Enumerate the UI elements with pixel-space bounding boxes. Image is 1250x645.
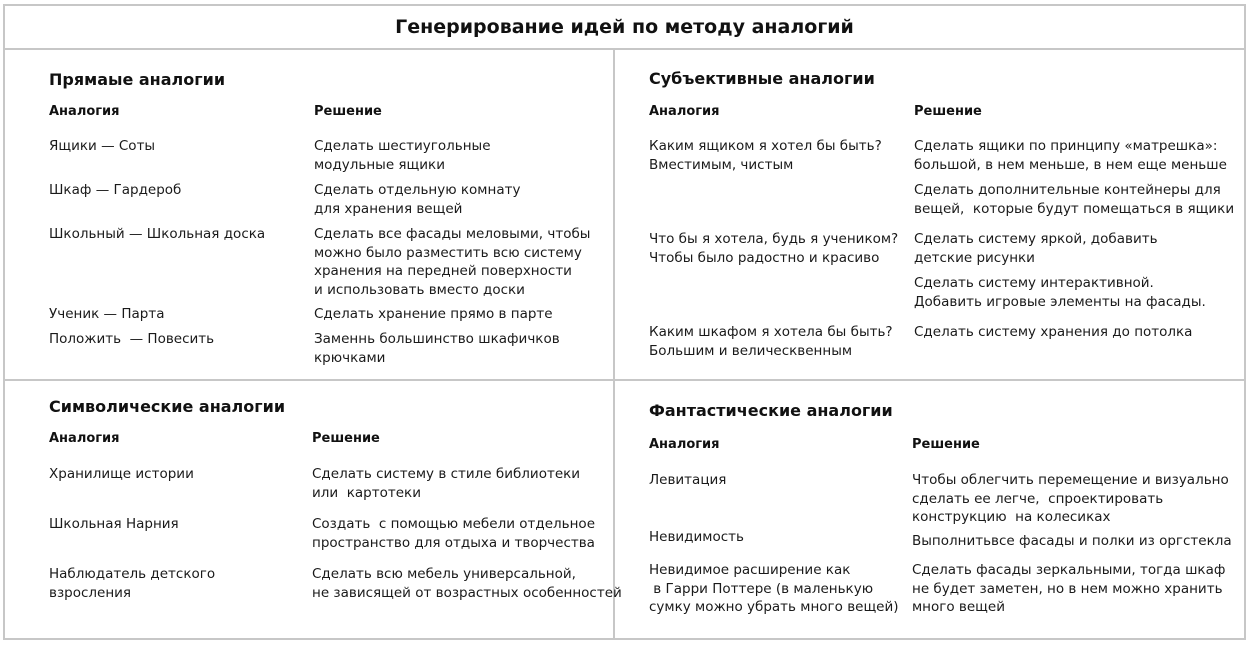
solution-cell: Сделать систему в стиле библиотеки или картотеки [312,466,581,501]
column-header-solution: Решение [312,431,380,446]
direct-analogies-section [49,70,609,375]
section-heading: Фантастические аналогии [649,401,893,420]
solution-cell: Сделать ящики по принципу «матрешка»: большой, в нем меньше, в нем еще меньше [914,138,1227,173]
analogy-cell: Школьная Нарния [49,516,179,532]
column-header-solution: Решение [314,104,382,119]
analogy-cell: Шкаф — Гардероб [49,182,182,198]
solution-cell: Сделать все фасады меловыми, чтобы можно было разместить всю систему хранения на передней поверхности и использовать вместо доски [314,226,591,298]
section-heading: Прямаые аналогии [49,70,226,89]
solution-cell: Сделать шестиугольные модульные ящики [314,138,491,173]
vertical-divider [613,50,615,638]
page-title: Генерирование идей по методу аналогий [5,6,1244,50]
column-header-analogy: Аналогия [649,104,720,119]
column-header-analogy: Аналогия [49,104,120,119]
horizontal-divider [5,379,1244,381]
analogy-table [3,4,1246,640]
column-header-analogy: Аналогия [49,431,120,446]
solution-cell: Заменнь большинство шкафичков крючками [314,331,560,366]
solution-cell: Создать с помощью мебели отдельное пространство для отдыха и творчества [312,516,595,551]
analogy-cell: Каким шкафом я хотела бы быть? Большим и велическвенным [649,324,893,359]
solution-cell: Сделать систему яркой, добавить детские рисунки [914,231,1158,266]
analogy-cell: Ящики — Соты [49,138,156,154]
analogy-cell: Наблюдатель детского взросления [49,566,216,601]
analogy-cell: Хранилище истории [49,466,194,482]
section-heading: Символические аналогии [49,397,286,416]
solution-cell: Чтобы облегчить перемещение и визуально сделать ее легче, спроектировать конструкцию на колесиках [912,472,1229,525]
analogy-cell: Школьный — Школьная доска [49,226,266,242]
analogy-cell: Левитация [649,472,727,488]
symbolic-analogies-section [49,397,622,637]
subjective-analogies-section [649,69,1239,374]
column-header-solution: Решение [914,104,982,119]
solution-cell: Выполнитьвсе фасады и полки из оргстекла [912,533,1232,549]
solution-cell: Сделать фасады зеркальными, тогда шкаф не будет заметен, но в нем можно хранить много вещей [912,562,1226,615]
analogy-cell: Невидимость [649,529,744,545]
solution-cell: Сделать хранение прямо в парте [314,306,553,322]
analogy-cell: Невидимое расширение как в Гарри Поттере (в маленькую сумку можно убрать много вещей) [649,562,899,615]
analogy-cell: Ученик — Парта [49,306,165,322]
analogy-cell: Положить — Повесить [49,331,215,347]
solution-cell: Сделать дополнительные контейнеры для вещей, которые будут помещаться в ящики [914,182,1235,217]
solution-cell: Сделать систему интерактивной. Добавить игровые элементы на фасады. [914,275,1206,310]
column-header-solution: Решение [912,437,980,452]
section-heading: Субъективные аналогии [649,69,875,88]
solution-cell: Сделать систему хранения до потолка [914,324,1193,340]
fantastic-analogies-section [649,401,1239,637]
column-header-analogy: Аналогия [649,437,720,452]
analogy-cell: Каким ящиком я хотел бы быть? Вместимым, чистым [649,138,882,173]
solution-cell: Сделать всю мебель универсальной, не зависящей от возрастных особенностей [312,566,622,601]
solution-cell: Сделать отдельную комнату для хранения вещей [314,182,521,217]
analogy-cell: Что бы я хотела, будь я учеником? Чтобы было радостно и красиво [649,231,899,266]
